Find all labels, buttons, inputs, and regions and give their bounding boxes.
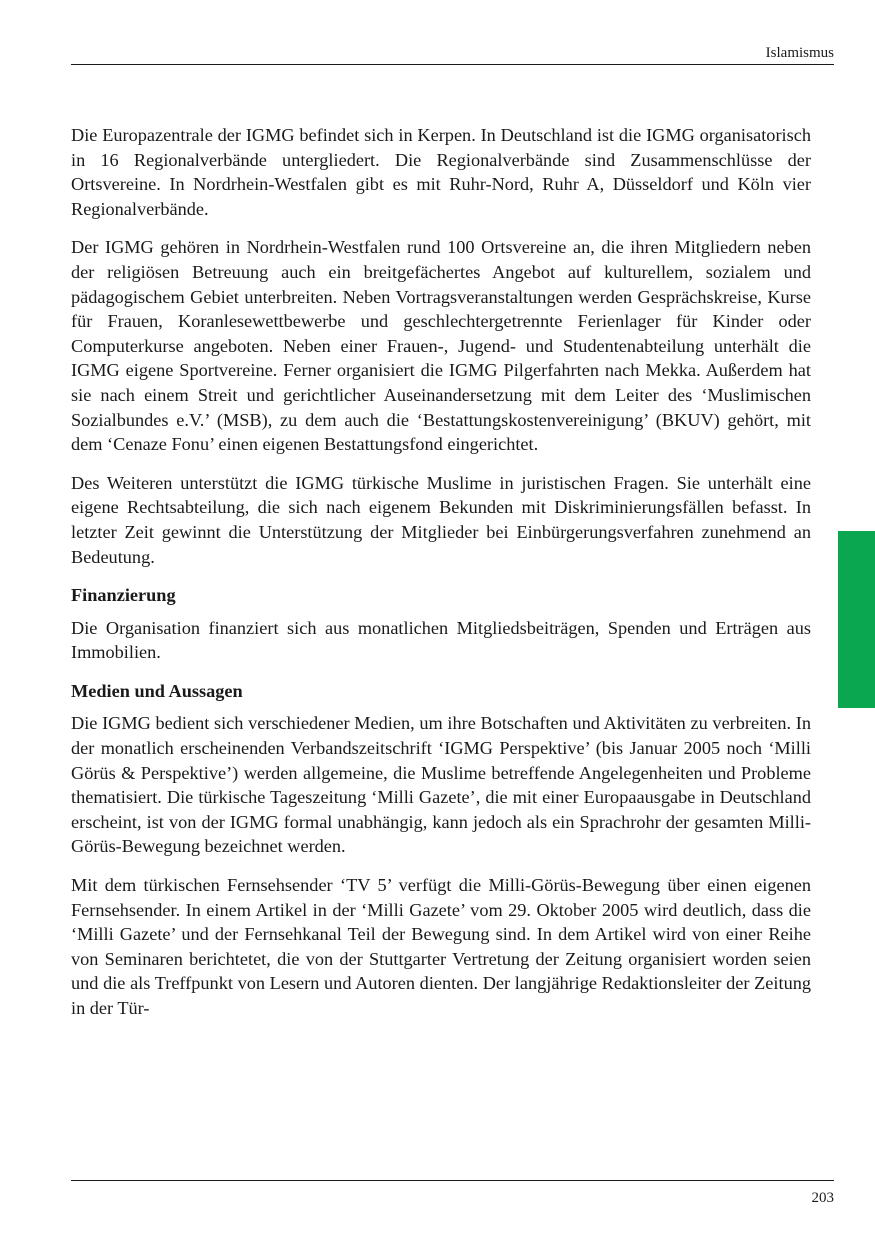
page-body bbox=[71, 123, 811, 1035]
running-head: Islamismus bbox=[765, 45, 834, 61]
page-number: 203 bbox=[811, 1190, 834, 1206]
header-rule bbox=[71, 64, 834, 65]
section-thumb-tab bbox=[838, 531, 875, 708]
footer-rule bbox=[71, 1180, 834, 1181]
paragraph-tv-channel: Mit dem türkischen Fernsehsender ‘TV 5’ verfügt die Milli-Görüs-Bewegung über einen eigenen Fernsehsender. In einem Artikel in der ‘Milli Gazete’ vom 29. Oktober 2005 wird deutlich, dass die ‘Milli Gazete’ und der Fernsehkanal Teil der Bewegung sind. In dem Artikel wird von einer Reihe von Seminaren berichtetet, die von der Stuttgarter Vertretung der Zeitung organisiert worden seien und die als Treffpunkt von Lesern und Autoren dienten. Der langjährige Redaktionsleiter der Zeitung in der Tür- bbox=[71, 875, 811, 1018]
paragraph-local-associations: Der IGMG gehören in Nordrhein-Westfalen rund 100 Ortsvereine an, die ihren Mitgliedern neben der religiösen Betreuung auch ein breitgefächertes Angebot auf kulturellem, sozialem und pädagogischem Gebiet unterbreiten. Neben Vortragsveranstaltungen werden Gesprächskreise, Kurse für Frauen, Koranlesewettbewerbe und geschlechtergetrennte Ferienlager für Kinder oder Computerkurse angeboten. Neben einer Frauen-, Jugend- und Studentenabteilung unterhält die IGMG eigene Sportvereine. Ferner organisiert die IGMG Pilgerfahrten nach Mekka. Außerdem hat sie nach einem Streit und gerichtlicher Auseinandersetzung mit dem Leiter des ‘Muslimischen Sozialbundes e.V.’ (MSB), zu dem auch die ‘Bestattungskostenvereinigung’ (BKUV) gehört, mit dem ‘Cenaze Fonu’ einen eigenen Bestattungsfond eingerichtet. bbox=[71, 237, 811, 455]
paragraph-regional-structure: Die Europazentrale der IGMG befindet sich in Kerpen. In Deutschland ist die IGMG organisatorisch in 16 Regionalverbände untergliedert. Die Regionalverbände sind Zusammenschlüsse der Ortsvereine. In Nordrhein-Westfalen gibt es mit Ruhr-Nord, Ruhr A, Düsseldorf und Köln vier Regionalverbände. bbox=[71, 125, 811, 219]
paragraph-media-outlets: Die IGMG bedient sich verschiedener Medien, um ihre Botschaften und Aktivitäten zu verbreiten. In der monatlich erscheinenden Verbandszeitschrift ‘IGMG Perspektive’ (bis Januar 2005 noch ‘Milli Görüs & Perspektive’) werden allgemeine, die Muslime betreffende Angelegenheiten und Probleme thematisiert. Die türkische Tageszeitung ‘Milli Gazete’, die mit einer Europaausgabe in Deutschland erscheint, ist von der IGMG formal unabhängig, kann jedoch als ein Sprachrohr der gesamten Milli-Görüs-Bewegung bezeichnet werden. bbox=[71, 713, 811, 857]
heading-financing: Finanzierung bbox=[71, 585, 176, 606]
paragraph-legal-support: Des Weiteren unterstützt die IGMG türkische Muslime in juristischen Fragen. Sie unterhält eine eigene Rechtsabteilung, die sich nach eigenem Bekunden mit Diskriminierungsfällen befasst. In letzter Zeit gewinnt die Unterstützung der Mitglieder bei Einbürgerungsverfahren zunehmend an Bedeutung. bbox=[71, 472, 811, 567]
paragraph-financing: Die Organisation finanziert sich aus monatlichen Mitgliedsbeiträgen, Spenden und Erträgen aus Immobilien. bbox=[71, 617, 811, 663]
heading-media: Medien und Aussagen bbox=[71, 680, 243, 701]
